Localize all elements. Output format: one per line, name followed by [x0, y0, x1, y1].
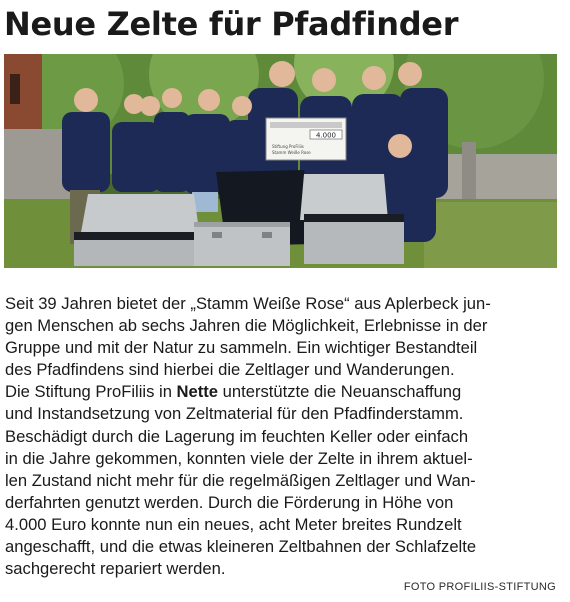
body-line: und Instandsetzung von Zeltmaterial für den Pfadfinderstamm.	[5, 404, 464, 424]
aluminium-box-2	[194, 222, 290, 266]
body-line: 4.000 Euro konnte nun ein neues, acht Meter breites Rundzelt	[5, 514, 462, 534]
article-photo	[4, 54, 557, 268]
body-line: Gruppe und mit der Natur zu sammeln. Ein wichtiger Bestandteil	[5, 338, 478, 358]
aluminium-box-1	[74, 194, 200, 266]
body-line: len Zustand nicht mehr für die regelmäßigen Zeltlager und Wan-	[5, 470, 476, 490]
body-line: angeschafft, und die etwas kleineren Zeltbahnen der Schlafzelte	[5, 537, 477, 557]
place-name-bold: Nette	[176, 382, 219, 402]
body-line: Beschädigt durch die Lagerung im feuchten Keller oder einfach	[5, 426, 469, 446]
check-text-2: Stamm Weiße Rose	[272, 150, 311, 155]
scout-group-photo	[4, 54, 557, 268]
body-line: gen Menschen ab sechs Jahren die Möglichkeit, Erlebnisse in der	[5, 316, 488, 336]
body-line: des Pfadfindens sind hierbei die Zeltlager und Wanderungen.	[5, 360, 455, 380]
article-body	[5, 293, 558, 580]
check-text-1: Stiftung ProFiliis	[272, 144, 304, 149]
check-amount: 4.000	[315, 131, 337, 140]
body-line	[5, 381, 558, 403]
body-line: derfahrten genutzt werden. Durch die Förderung in Höhe von	[5, 492, 454, 512]
body-text-segment: unterstützte die Neuanschaffung	[218, 382, 462, 402]
photo-credit: FOTO PROFILIIS-STIFTUNG	[403, 581, 556, 593]
body-line: in die Jahre gekommen, konnten viele der Zelte in ihrem aktuel-	[5, 448, 473, 468]
body-line: sachgerecht repariert werden.	[5, 559, 226, 579]
body-text-segment: Die Stiftung ProFiliis in	[5, 382, 177, 402]
article-headline: Neue Zelte für Pfadfinder	[4, 5, 459, 43]
body-line: Seit 39 Jahren bietet der „Stamm Weiße Rose“ aus Aplerbeck jun-	[5, 294, 491, 313]
